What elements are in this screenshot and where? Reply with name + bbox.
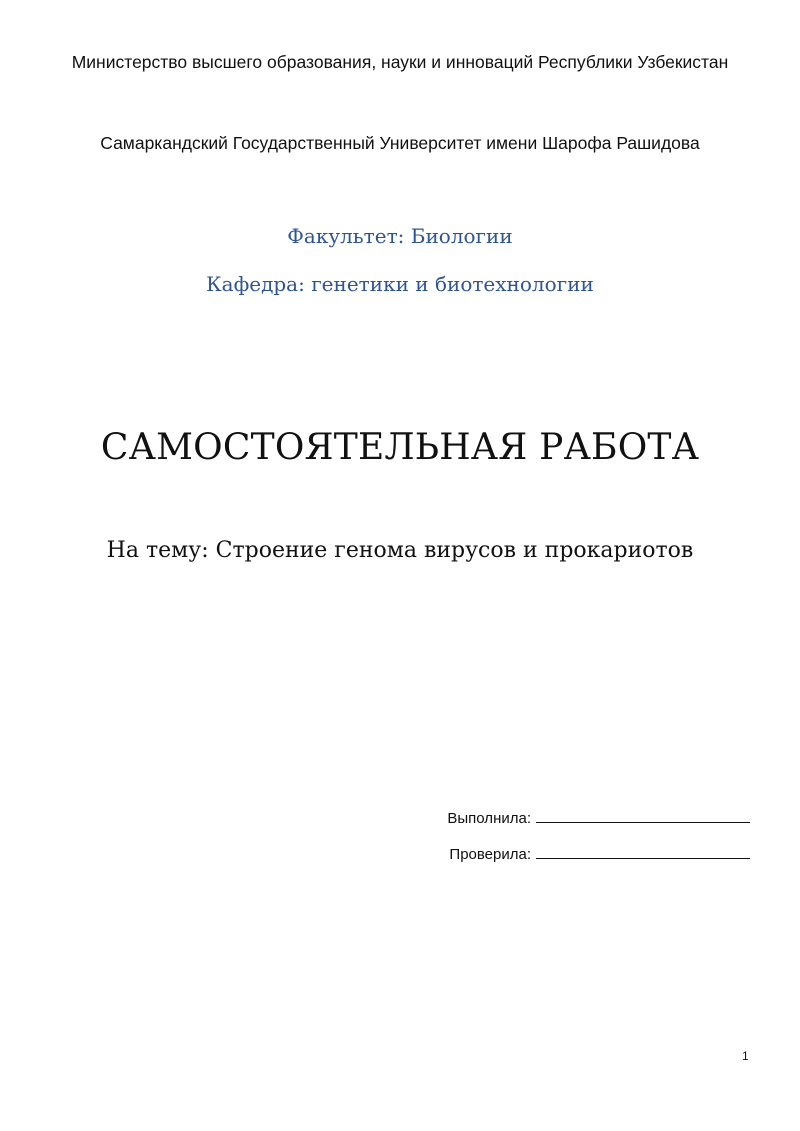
- checked-by-label: Проверила:: [449, 846, 531, 863]
- department-name: Кафедра: генетики и биотехнологии: [206, 272, 594, 296]
- performed-by-label: Выполнила:: [447, 810, 531, 827]
- university-name: Самаркандский Государственный Университет имени Шарофа Рашидова: [100, 133, 700, 153]
- faculty-name: Факультет: Биологии: [287, 224, 513, 248]
- ministry-name: Министерство высшего образования, науки и инноваций Республики Узбекистан: [71, 52, 729, 72]
- performed-by-row: [447, 808, 750, 830]
- document-topic: На тему: Строение генома вирусов и прокариотов: [106, 538, 694, 563]
- checked-by-signature-line: [536, 844, 750, 859]
- performed-by-signature-line: [536, 808, 750, 823]
- document-title: САМОСТОЯТЕЛЬНАЯ РАБОТА: [100, 427, 700, 468]
- checked-by-row: [449, 844, 750, 866]
- page-number: 1: [742, 1049, 749, 1063]
